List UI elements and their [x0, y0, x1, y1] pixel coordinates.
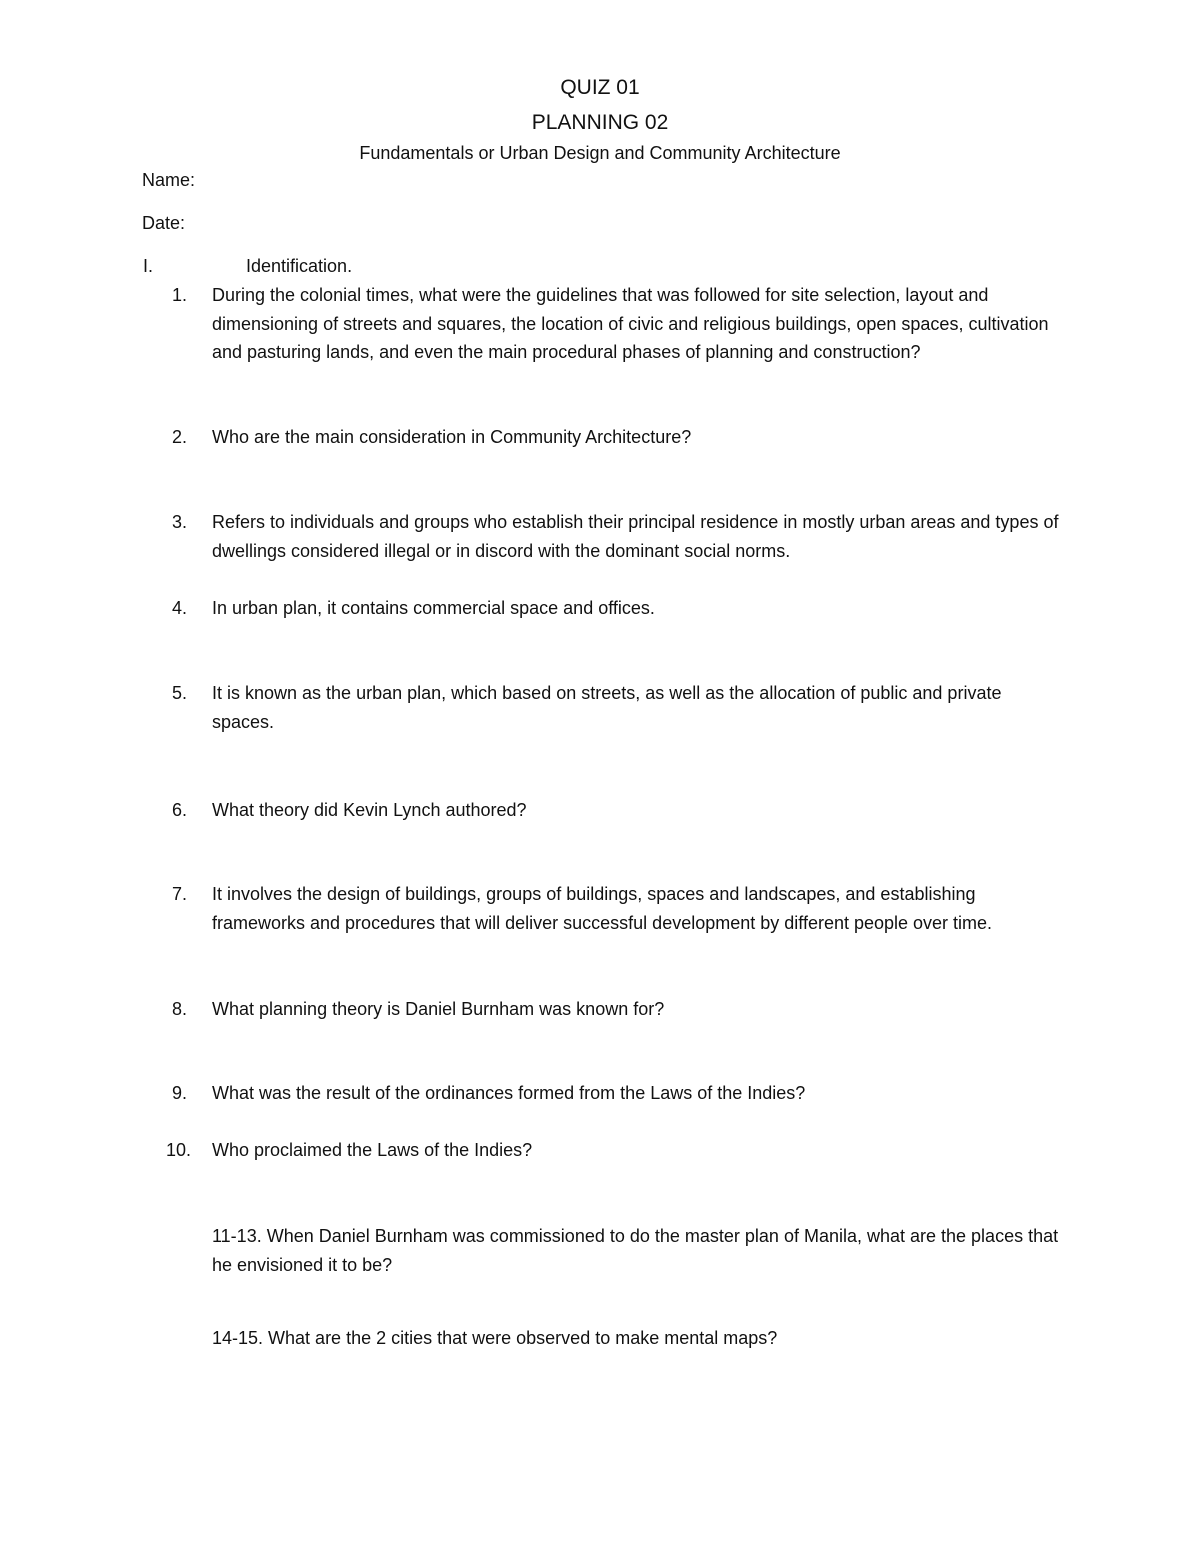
section-title: Identification. [246, 256, 353, 276]
course-title: PLANNING 02 [531, 111, 669, 134]
question-number: 3. [172, 512, 188, 532]
question-number: 8. [172, 999, 188, 1019]
question-number: 2. [172, 427, 188, 447]
question-number: 5. [172, 683, 188, 703]
question-text: What was the result of the ordinances formed from the Laws of the Indies? [212, 1083, 806, 1103]
question-11-13: 11-13. When Daniel Burnham was commissioned to do the master plan of Manila, what are the places that he envisioned it to be? [212, 1226, 1059, 1275]
question-text: What theory did Kevin Lynch authored? [212, 800, 527, 820]
question-text: Refers to individuals and groups who establish their principal residence in mostly urban areas and types of dwellings considered illegal or in discord with the dominant social norms. [212, 512, 1059, 561]
quiz-subtitle: Fundamentals or Urban Design and Community Architecture [359, 143, 841, 163]
question-number: 4. [172, 598, 188, 618]
question-text: During the colonial times, what were the guidelines that was followed for site selection, layout and dimensioning of streets and squares, the location of civic and religious buildings, open spaces, cultivation and pasturing lands, and even the main procedural phases of planning and construction? [212, 285, 1049, 363]
quiz-title: QUIZ 01 [560, 76, 640, 99]
question-14-15: 14-15. What are the 2 cities that were observed to make mental maps? [212, 1328, 778, 1348]
question-text: Who are the main consideration in Community Architecture? [212, 427, 692, 447]
date-label: Date: [142, 213, 186, 233]
question-number: 1. [172, 285, 188, 305]
question-text: In urban plan, it contains commercial space and offices. [212, 598, 655, 618]
question-number: 9. [172, 1083, 188, 1103]
question-number: 7. [172, 884, 188, 904]
name-label: Name: [142, 170, 196, 190]
question-number: 10. [166, 1140, 192, 1160]
question-number: 6. [172, 800, 188, 820]
question-text: What planning theory is Daniel Burnham was known for? [212, 999, 665, 1019]
question-text: It is known as the urban plan, which based on streets, as well as the allocation of public and private spaces. [212, 683, 1002, 732]
question-text: It involves the design of buildings, groups of buildings, spaces and landscapes, and establishing frameworks and procedures that will deliver successful development by different people over time. [212, 884, 993, 933]
section-number: I. [143, 256, 154, 276]
question-text: Who proclaimed the Laws of the Indies? [212, 1140, 533, 1160]
